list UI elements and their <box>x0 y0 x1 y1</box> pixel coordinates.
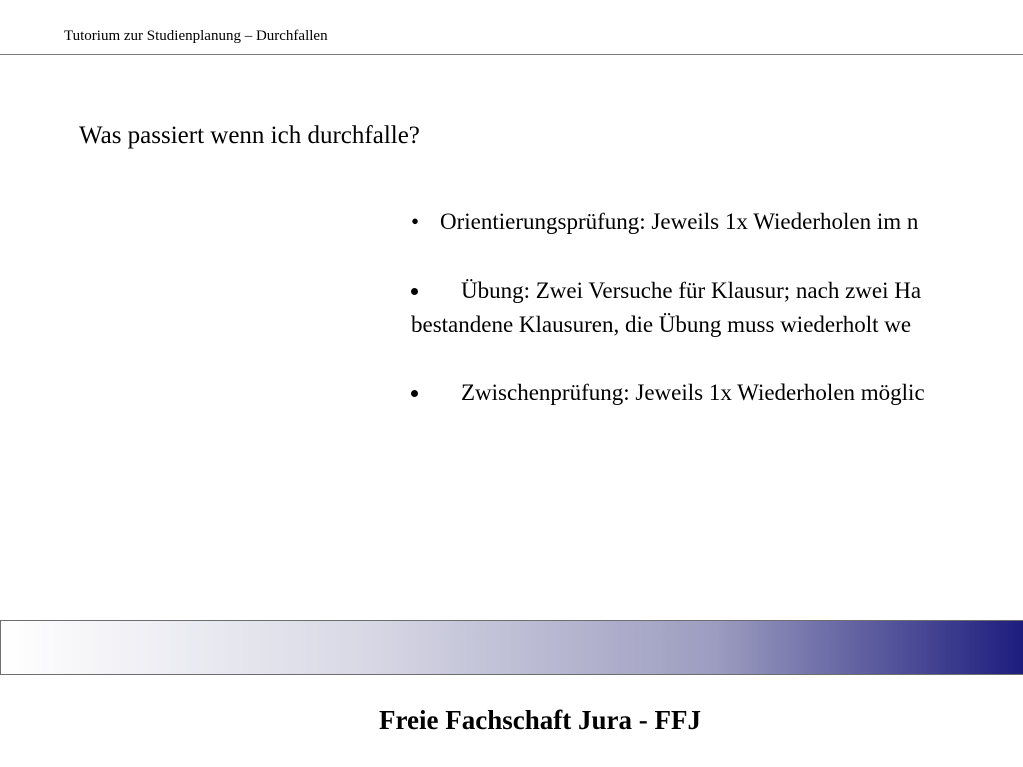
bullet-dot-icon <box>411 288 418 295</box>
bullet-marker <box>411 276 461 306</box>
bullet-text: Übung: Zwei Versuche für Klausur; nach zwei Ha <box>461 278 922 303</box>
slide-title: Was passiert wenn ich durchfalle? <box>79 122 420 149</box>
bullet-dot-icon <box>411 390 418 397</box>
bullet-text: Zwischenprüfung: Jeweils 1x Wiederholen möglic <box>461 380 925 405</box>
bullet-item-zwischenpruefung <box>411 378 925 408</box>
bullet-marker <box>411 378 461 408</box>
footer-organization: Freie Fachschaft Jura - FFJ <box>379 705 701 735</box>
slide-header-title: Tutorium zur Studienplanung – Durchfallen <box>64 28 328 44</box>
bullet-marker: • <box>411 209 420 234</box>
bullet-item-uebung-continuation: bestandene Klausuren, die Übung muss wiederholt we <box>411 312 912 337</box>
gradient-banner <box>0 620 1023 675</box>
bullet-text: Orientierungsprüfung: Jeweils 1x Wiederholen im n <box>440 209 919 234</box>
bullet-item-uebung <box>411 276 921 306</box>
bullet-list <box>411 0 1023 560</box>
bullet-item-orientierungspruefung <box>411 207 918 237</box>
